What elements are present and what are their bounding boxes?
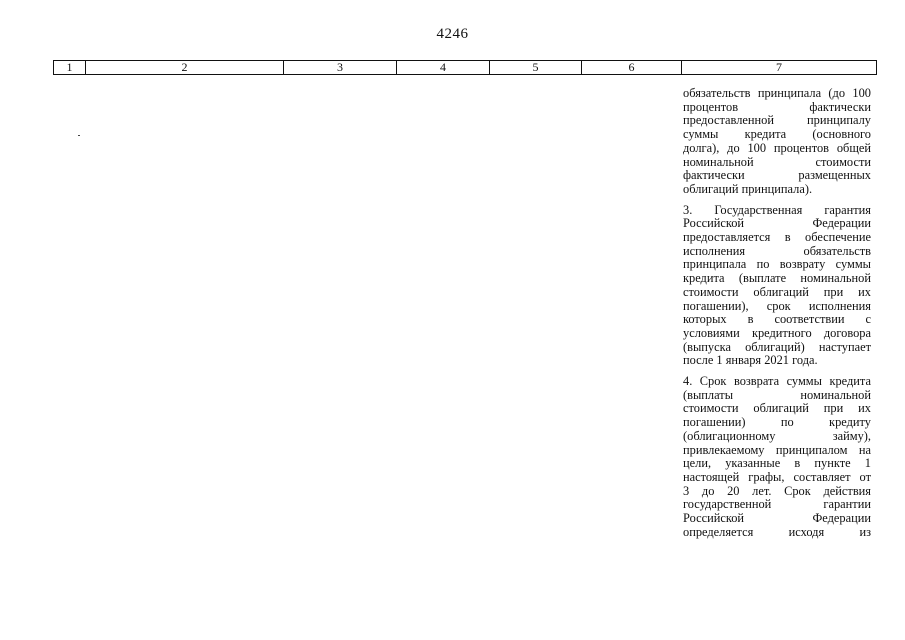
text-line: государственной гарантии xyxy=(683,497,871,512)
text-line: 3. Государственная гарантия xyxy=(683,202,871,217)
paragraph-1 xyxy=(683,87,871,197)
text-line: привлекаемому принципалом на xyxy=(683,442,871,457)
column-header-2: 2 xyxy=(86,61,284,74)
text-line: принципала по возврату суммы xyxy=(683,257,871,272)
column-header-4: 4 xyxy=(397,61,490,74)
text-line: суммы кредита (основного xyxy=(683,127,871,142)
text-line: после 1 января 2021 года. xyxy=(683,353,818,368)
text-line: Российской Федерации xyxy=(683,511,871,526)
scan-speck xyxy=(78,135,80,136)
text-line: 3 до 20 лет. Срок действия xyxy=(683,483,871,498)
paragraph-2 xyxy=(683,204,871,368)
text-line: (выплаты номинальной xyxy=(683,387,871,402)
text-line: (выпуска облигаций) наступает xyxy=(683,339,871,354)
text-line: погашении) по кредиту xyxy=(683,415,871,430)
text-line: процентов фактически xyxy=(683,99,871,114)
text-line: стоимости облигаций при их xyxy=(683,284,871,299)
column-header-5: 5 xyxy=(490,61,582,74)
text-line: облигаций принципала). xyxy=(683,181,813,196)
text-line: 4. Срок возврата суммы кредита xyxy=(683,374,871,389)
column-header-6: 6 xyxy=(582,61,682,74)
text-line: долга), до 100 процентов общей xyxy=(683,140,871,155)
text-line: условиями кредитного договора xyxy=(683,325,871,340)
paragraph-3 xyxy=(683,375,871,539)
text-line: настоящей графы, составляет от xyxy=(683,469,871,484)
text-line: которых в соответствии с xyxy=(683,312,871,327)
text-line: предоставленной принципалу xyxy=(683,113,871,128)
column-7-text xyxy=(683,87,871,547)
text-line: стоимости облигаций при их xyxy=(683,401,871,416)
text-line: номинальной стоимости xyxy=(683,154,871,169)
text-line: (облигационному займу), xyxy=(683,428,871,443)
table-header-row xyxy=(53,60,877,75)
text-line: цели, указанные в пункте 1 xyxy=(683,456,871,471)
column-header-7: 7 xyxy=(776,60,782,74)
text-line: предоставляется в обеспечение xyxy=(683,230,871,245)
text-line: обязательств принципала (до 100 xyxy=(683,86,871,100)
text-line: Российской Федерации xyxy=(683,216,871,231)
text-line: исполнения обязательств xyxy=(683,243,871,258)
column-header-3: 3 xyxy=(284,61,397,74)
text-line: погашении), срок исполнения xyxy=(683,298,871,313)
text-line: определяется исходя из xyxy=(683,524,871,539)
column-header-1: 1 xyxy=(54,61,86,74)
text-line: фактически размещенных xyxy=(683,168,871,183)
text-line: кредита (выплате номинальной xyxy=(683,271,871,286)
page-number: 4246 xyxy=(436,26,469,42)
